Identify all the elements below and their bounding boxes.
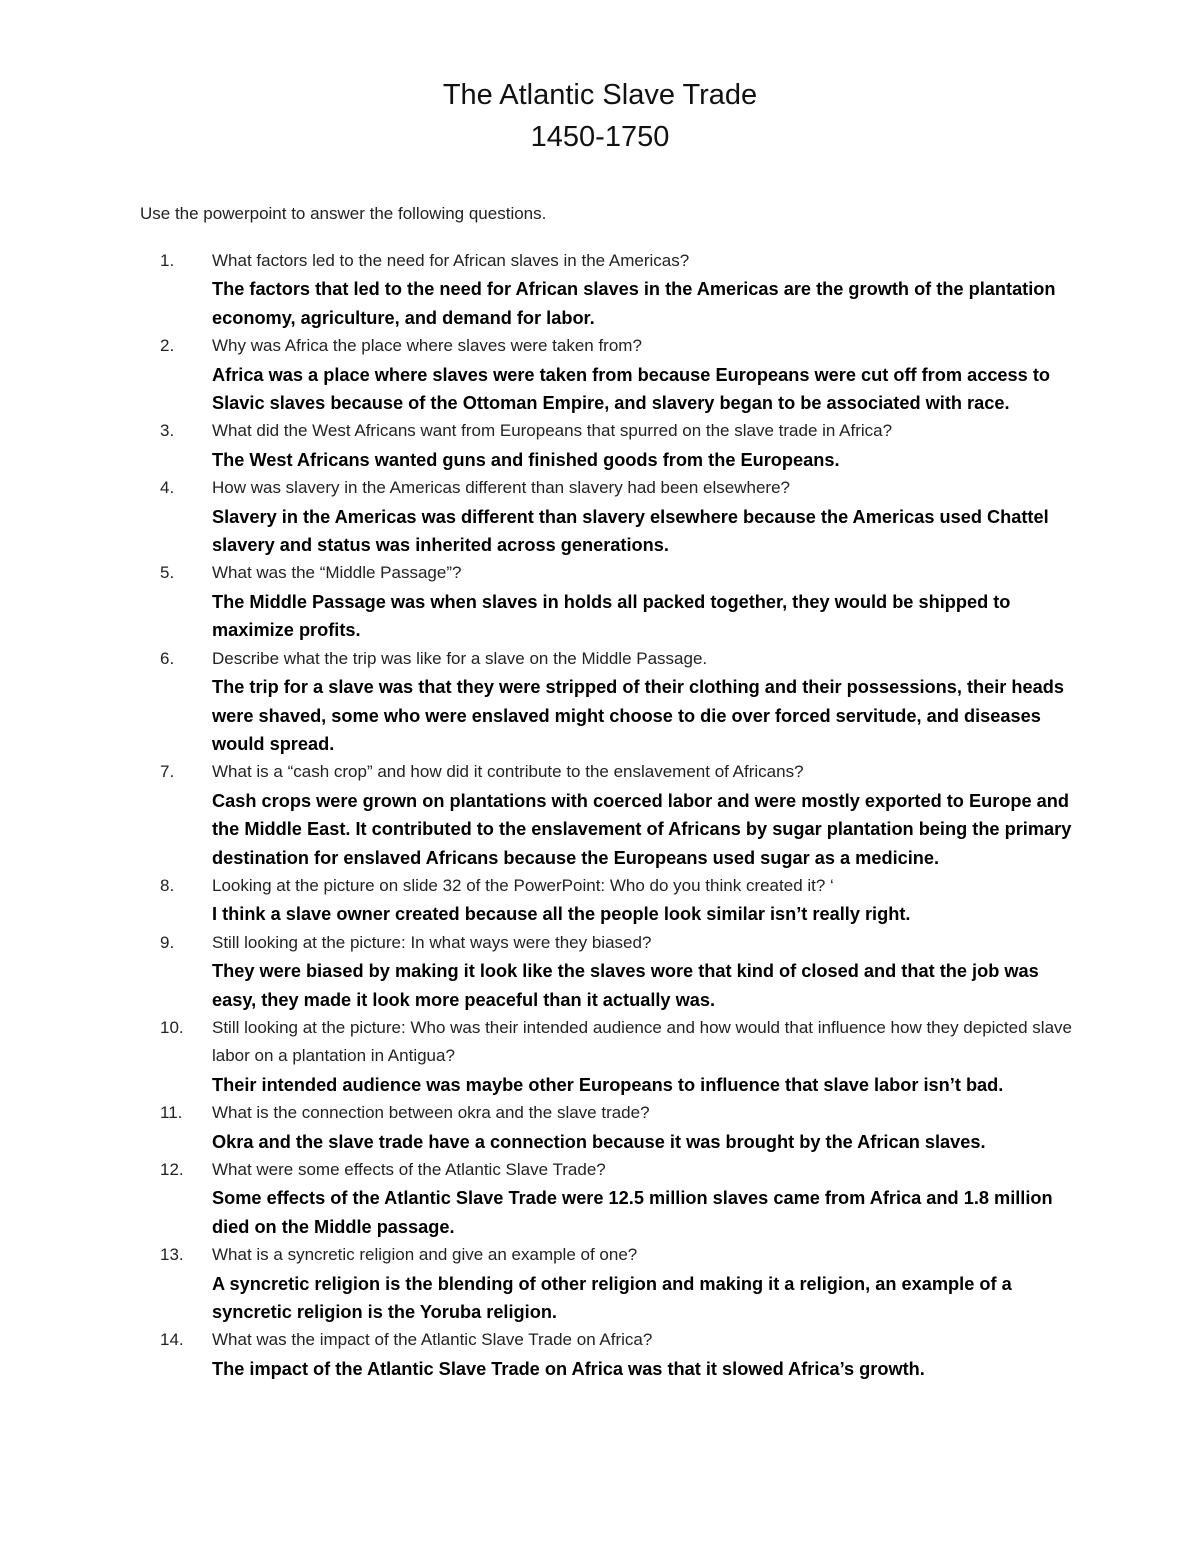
answer-text: The Middle Passage was when slaves in holds all packed together, they would be shipped to maximize profits. [212,591,1011,641]
question-item-2 [0,332,1200,417]
answer-text: The factors that led to the need for African slaves in the Americas are the growth of the plantation economy, agriculture, and demand for labor. [212,279,1056,328]
question-text: What is a “cash crop” and how did it contribute to the enslavement of Africans? [212,762,804,782]
question-number: 13. [160,1245,184,1265]
question-text: What were some effects of the Atlantic Slave Trade? [212,1160,606,1179]
question-number: 11. [160,1103,183,1123]
question-number: 10. [160,1017,184,1037]
question-text: What is the connection between okra and the slave trade? [212,1103,650,1123]
question-item-5 [0,559,1200,644]
answer-text: Cash crops were grown on plantations with coerced labor and were mostly exported to Europe and the Middle East. It contributed to the enslavement of Africans by sugar plantation being the primary destination for enslaved Africans because the Europeans used sugar as a medicine. [212,790,1072,868]
question-item-12 [0,1156,1200,1241]
question-text: How was slavery in the Americas different than slavery had been elsewhere? [212,478,790,498]
answer-text: Their intended audience was maybe other Europeans to influence that slave labor isn’t bad. [212,1074,1004,1095]
question-item-4 [0,474,1200,559]
question-number: 2. [160,336,175,356]
question-number: 6. [160,648,175,668]
answer-text: I think a slave owner created because all the people look similar isn’t really right. [212,904,911,925]
question-text: Still looking at the picture: In what ways were they biased? [212,932,652,952]
question-number: 14. [160,1330,184,1350]
question-number: 5. [160,563,175,583]
question-item-11 [0,1099,1200,1156]
question-item-1 [0,247,1200,332]
question-item-9 [0,929,1200,1014]
question-text: Describe what the trip was like for a slave on the Middle Passage. [212,648,708,668]
question-text: What is a syncretic religion and give an example of one? [212,1245,638,1265]
question-text: What factors led to the need for African slaves in the Americas? [212,251,690,270]
question-text: Why was Africa the place where slaves were taken from? [212,336,642,356]
answer-text: The impact of the Atlantic Slave Trade on Africa was that it slowed Africa’s growth. [212,1358,925,1379]
question-list [0,247,1200,1383]
question-number: 7. [160,762,175,782]
question-item-8 [0,872,1200,929]
answer-text: The trip for a slave was that they were stripped of their clothing and their possessions, their heads were shaved, some who were enslaved might choose to die over forced servitude, and diseases would spread. [212,677,1064,754]
document-title: The Atlantic Slave Trade [442,79,758,111]
question-item-14 [0,1326,1200,1383]
instructions-text: Use the powerpoint to answer the following questions. [140,204,547,223]
question-number: 8. [160,875,175,895]
answer-text: A syncretic religion is the blending of other religion and making it a religion, an example of a syncretic religion is the Yoruba religion. [212,1273,1012,1323]
question-text: What was the “Middle Passage”? [212,563,462,583]
question-number: 12. [160,1160,184,1179]
question-number: 4. [160,478,175,498]
answer-text: Slavery in the Americas was different than slavery elsewhere because the Americas used Chattel slavery and status was inherited across generations. [212,506,1049,556]
question-number: 3. [160,421,175,441]
document-date-range: 1450-1750 [530,121,670,153]
question-item-3 [0,417,1200,474]
question-text: What did the West Africans want from Europeans that spurred on the slave trade in Africa? [212,421,893,441]
question-item-6 [0,645,1200,759]
question-text: What was the impact of the Atlantic Slave Trade on Africa? [212,1330,653,1350]
question-number: 1. [160,251,175,270]
question-item-13 [0,1241,1200,1326]
answer-text: The West Africans wanted guns and finished goods from the Europeans. [212,449,840,470]
question-item-7 [0,758,1200,872]
question-item-10 [0,1014,1200,1099]
answer-text: They were biased by making it look like the slaves wore that kind of closed and that the job was easy, they made it look more peaceful than it actually was. [212,961,1039,1010]
answer-text: Okra and the slave trade have a connection because it was brought by the African slaves. [212,1131,986,1152]
question-text: Looking at the picture on slide 32 of the PowerPoint: Who do you think created it? ‘ [212,875,834,895]
answer-text: Africa was a place where slaves were taken from because Europeans were cut off from access to Slavic slaves because of the Ottoman Empire, and slavery began to be associated with race. [212,364,1050,414]
question-text: Still looking at the picture: Who was their intended audience and how would that influence how they depicted slave labor on a plantation in Antigua? [212,1017,1072,1066]
question-number: 9. [160,932,175,952]
answer-text: Some effects of the Atlantic Slave Trade were 12.5 million slaves came from Africa and 1.8 million died on the Middle passage. [212,1188,1053,1237]
